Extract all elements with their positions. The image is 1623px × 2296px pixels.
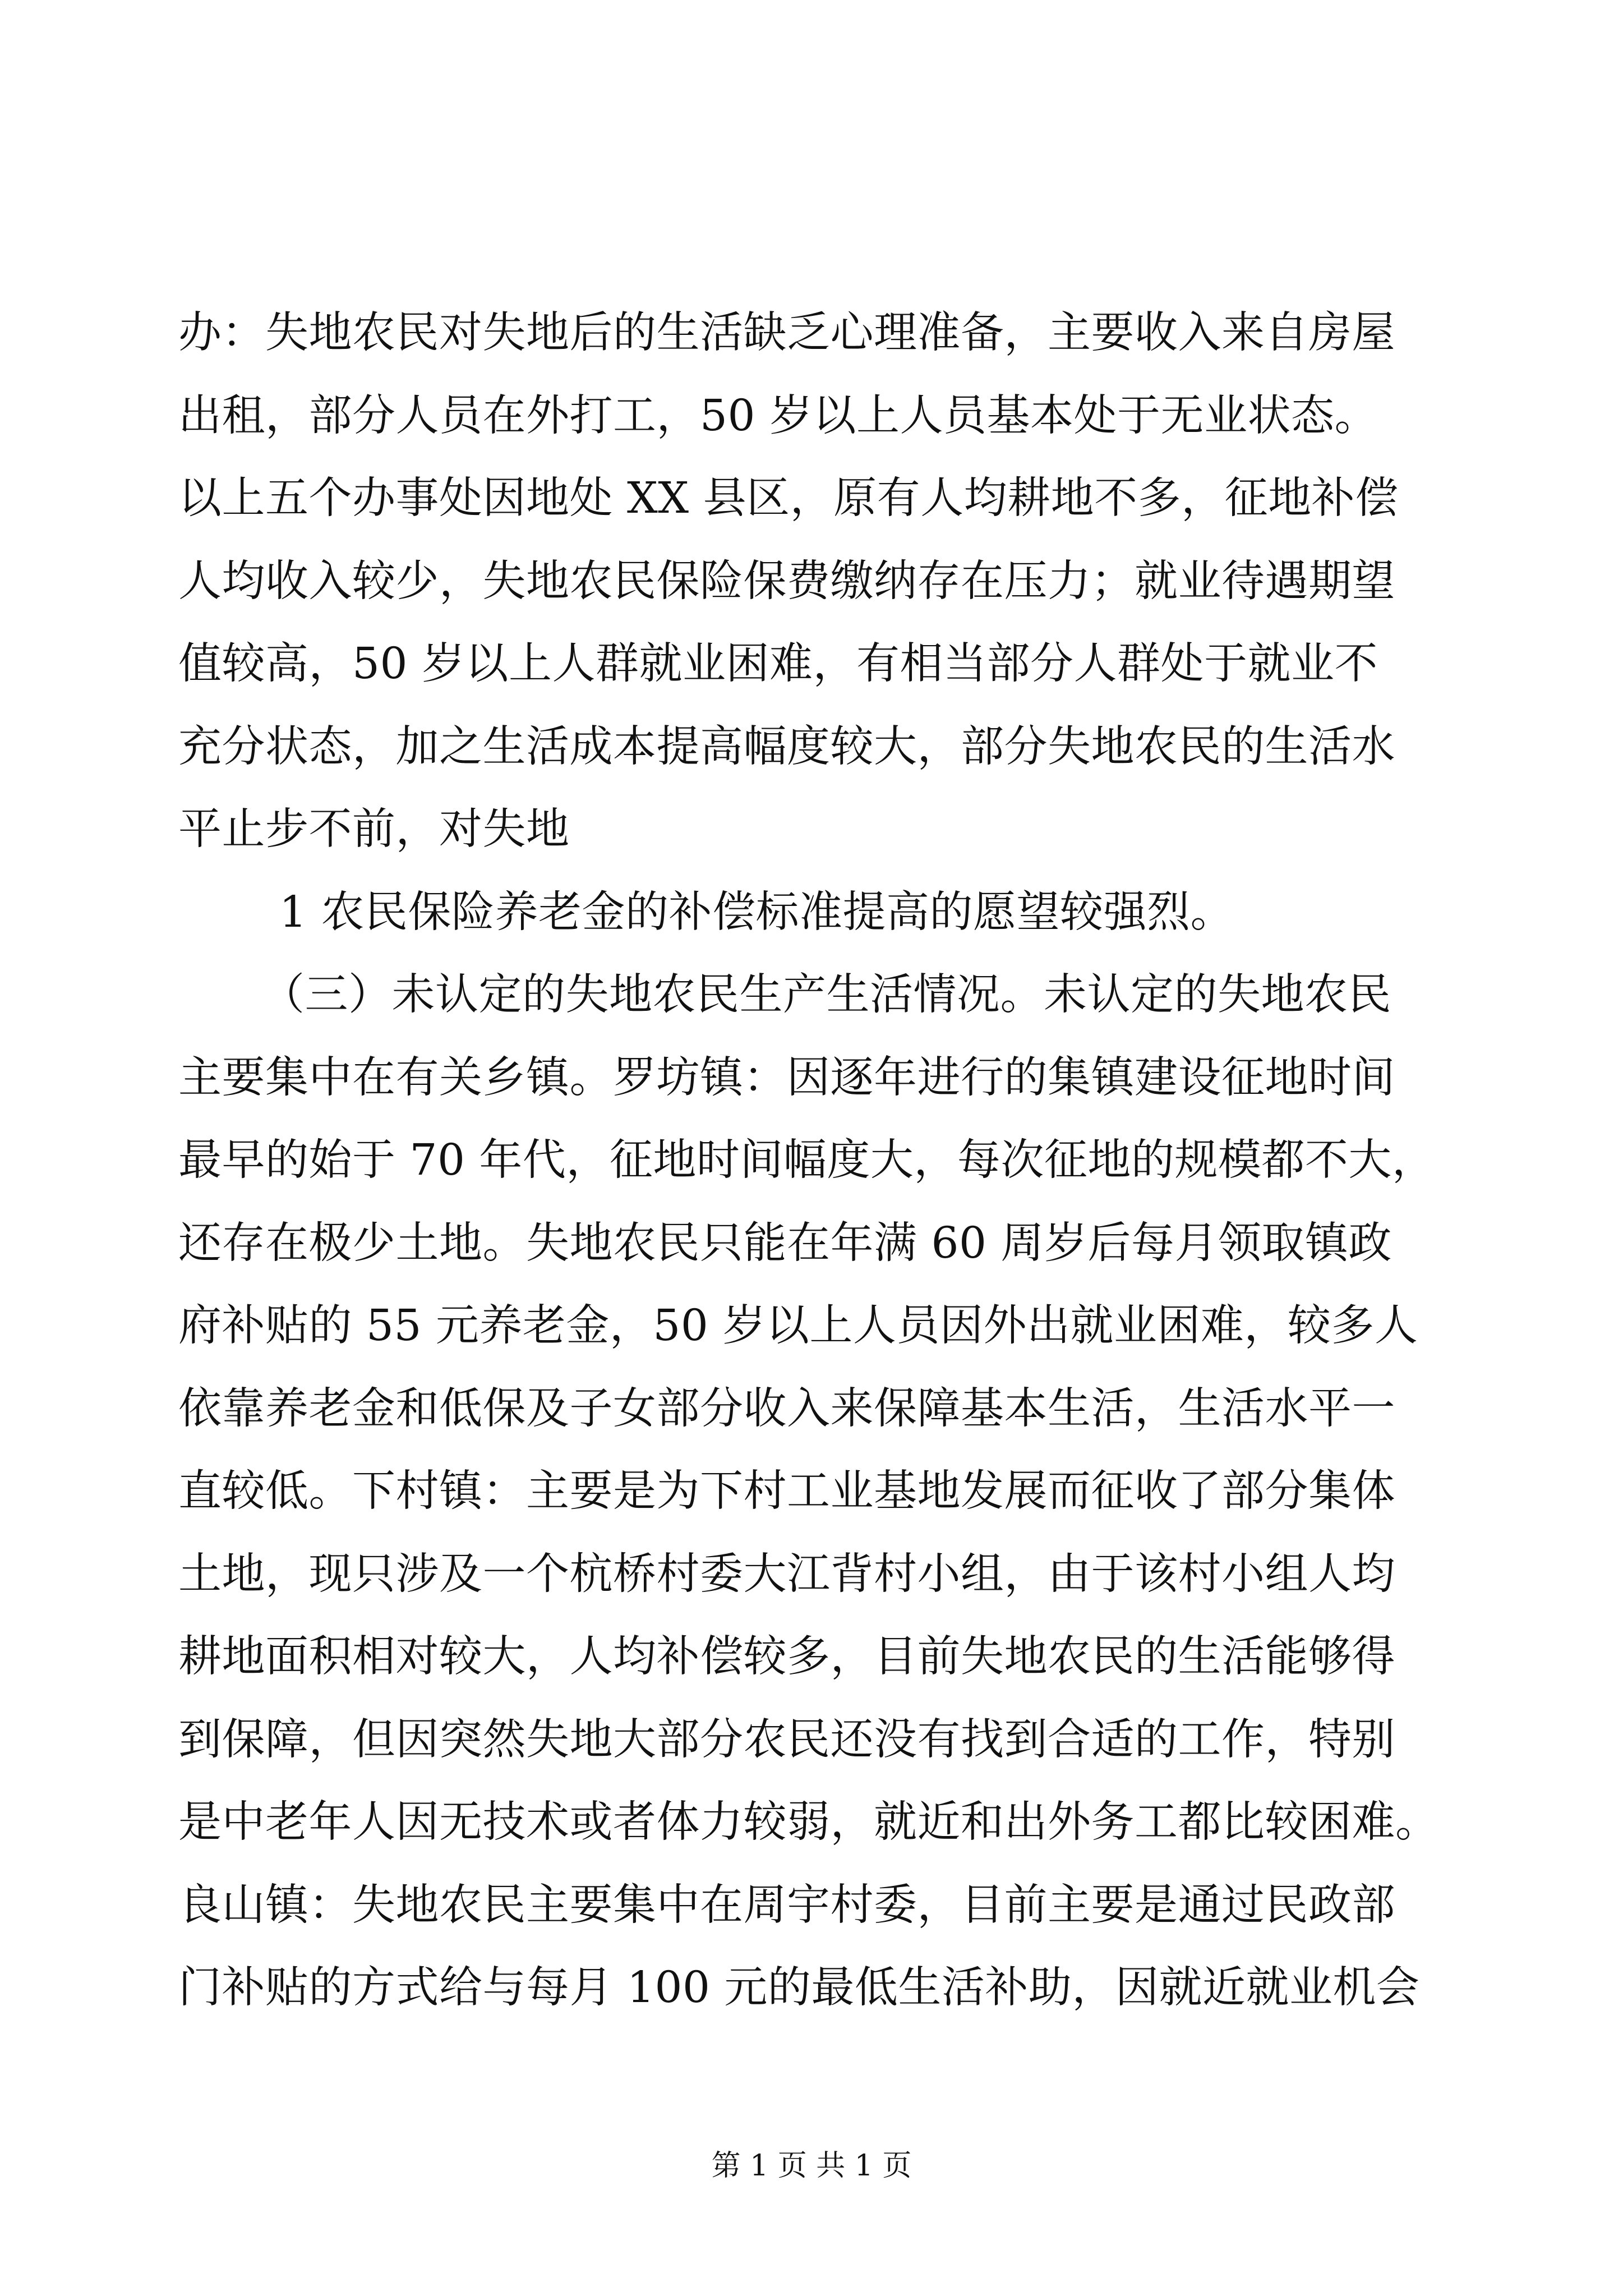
text-line: 出租，部分人员在外打工，50 岁以上人员基本处于无业状态。 bbox=[178, 390, 1378, 441]
text-line: 平止步不前，对失地 bbox=[178, 804, 570, 854]
text-line: 耕地面积相对较大，人均补偿较多，目前失地农民的生活能够得 bbox=[178, 1632, 1395, 1682]
text-line: 最早的始于 70 年代，征地时间幅度大，每次征地的规模都不大， bbox=[178, 1135, 1436, 1185]
text-line: 以上五个办事处因地处 XX 县区，原有人均耕地不多，征地补偿 bbox=[178, 473, 1399, 523]
text-line: 是中老年人因无技术或者体力较弱，就近和出外务工都比较困难。 bbox=[178, 1797, 1439, 1847]
text-line: 充分状态，加之生活成本提高幅度较大，部分失地农民的生活水 bbox=[178, 721, 1395, 772]
text-line: 值较高，50 岁以上人群就业困难，有相当部分人群处于就业不 bbox=[178, 639, 1378, 689]
text-line: 依靠养老金和低保及子女部分收入来保障基本生活，生活水平一 bbox=[178, 1383, 1395, 1434]
text-line: 门补贴的方式给与每月 100 元的最低生活补助，因就近就业机会 bbox=[178, 1963, 1420, 2013]
text-line: 主要集中在有关乡镇。罗坊镇：因逐年进行的集镇建设征地时间 bbox=[178, 1052, 1395, 1103]
text-line: 办：失地农民对失地后的生活缺乏心理准备，主要收入来自房屋 bbox=[178, 308, 1395, 358]
text-line: 府补贴的 55 元养老金，50 岁以上人员因外出就业困难，较多人 bbox=[178, 1301, 1418, 1351]
section-heading-line: （三）未认定的失地农民生产生活情况。未认定的失地农民 bbox=[261, 970, 1391, 1020]
text-line: 到保障，但因突然失地大部分农民还没有找到合适的工作，特别 bbox=[178, 1714, 1395, 1765]
text-line: 人均收入较少，失地农民保险保费缴纳存在压力；就业待遇期望 bbox=[178, 556, 1395, 606]
text-line: 直较低。下村镇：主要是为下村工业基地发展而征收了部分集体 bbox=[178, 1466, 1395, 1516]
text-line: 1 农民保险养老金的补偿标准提高的愿望较强烈。 bbox=[279, 887, 1234, 937]
text-line: 土地，现只涉及一个杭桥村委大江背村小组，由于该村小组人均 bbox=[178, 1549, 1395, 1599]
page-footer: 第 1 页 共 1 页 bbox=[711, 2149, 912, 2183]
text-line: 还存在极少土地。失地农民只能在年满 60 周岁后每月领取镇政 bbox=[178, 1218, 1392, 1268]
text-line: 良山镇：失地农民主要集中在周宇村委，目前主要是通过民政部 bbox=[178, 1880, 1395, 1930]
document-body bbox=[178, 292, 1446, 2030]
